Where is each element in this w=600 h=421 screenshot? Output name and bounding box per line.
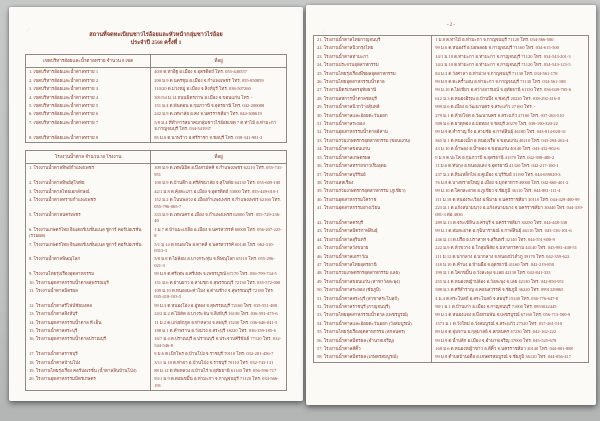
- factory-address: 76 ม.8 ต.บางทรายใหญ่ อ.เมือง จ.มุกดาหาร 49000 โทร. 042-660-401-2: [432, 179, 589, 187]
- factory-address: 100 ม.9 ต.บ้านตึก อ.ศรีสัชนาลัย จ.สุโขทัย 64130 โทร. 055-609-100: [151, 179, 287, 187]
- factory-row: [314, 227, 589, 235]
- factory-name: 15. โรงงานน้ำตาลสระบุรี: [26, 327, 151, 335]
- document-title: สถานที่จดทะเบียนชาวไร่อ้อยและหัวหน้ากลุ่มชาวไร่อ้อย: [89, 32, 223, 38]
- factory-row: [26, 164, 287, 179]
- zone-name: 7. เขตบริหารอ้อยและน้ำตาลทราย 7: [26, 119, 151, 134]
- factory-row: [26, 196, 287, 211]
- factory-name: 31. โรงงานน้ำตาลระยอง: [314, 120, 432, 128]
- factory-row: [26, 279, 287, 287]
- factories-column-header: โรงงานน้ำตาล จำนวน 58 โรงงาน: [26, 151, 151, 164]
- factory-name: 50. โรงงานน้ำตาลระยอง (ชัยภูมิ): [314, 286, 432, 294]
- factory-name: 54. โรงงานน้ำตาลและอ้อยตะวันออก (วังสมบูรณ์): [314, 320, 432, 328]
- factory-address: 42/1 ม.8 ต.คุ้งตะเภา อ.เมือง จ.อุตรดิตถ์ 53000 โทร. 055-449-010-1: [151, 188, 287, 196]
- factory-name: 2. โรงงานน้ำตาลทิพย์สุโขทัย: [26, 179, 151, 187]
- factory-address: 279 ม.1 ต.ห้วยโจด อ.วัฒนานคร จ.สระแก้ว 27160 โทร. 037-263-510: [432, 112, 589, 120]
- zone-name: 2. เขตบริหารอ้อยและน้ำตาลทราย 2: [26, 77, 151, 85]
- factory-address: 223 ม.1 ต.แก้งสนามนาง อ.แก้งสนามนาง จ.นครราชสีมา 30440 โทร. 044-339-081-3 ต่อ 4836: [432, 204, 589, 219]
- factory-address: 111 ม.12 ต.นากลาง อ.นากลาง จ.หนองบัวลำภู 39170 โทร. 042-359-622: [432, 253, 589, 261]
- factory-row: [314, 44, 589, 52]
- factory-row: [314, 145, 589, 153]
- factory-name: 35. โรงงานน้ำตาลเกษตรผล: [314, 154, 432, 162]
- factory-address: 99 ม.9 ต.ศรีเทพ อ.ศรีเทพ จ.เพชรบูรณ์ 67170 โทร. 056-799-734-5: [151, 270, 287, 278]
- factory-address: 89 ม.8 ต.อุ่มจาน อ.กุสุมาลย์ จ.สกลนคร 47230 โทร. 042-162-222: [432, 328, 589, 336]
- zone-address: 301/54 ม.14 ถนนมิตรภาพ อ.เมือง จ.ขอนแก่น โทร. -: [151, 94, 287, 102]
- factory-address: 4 ม.4 ต.สระโบสถ์ อ.สระโบสถ์ จ.ลพบุรี 15240 โทร. 036-776-647-8: [432, 295, 589, 303]
- zone-row: [26, 94, 287, 102]
- factory-row: [314, 328, 589, 336]
- zone-row: [26, 110, 287, 118]
- factory-row: [26, 335, 287, 350]
- zone-row: [26, 77, 287, 85]
- factory-name: 20. โรงงานอุตสาหกรรมมิตรเกษตร: [26, 375, 151, 390]
- factory-row: [314, 70, 589, 78]
- zone-name: 6. เขตบริหารอ้อยและน้ำตาลทราย 6: [26, 110, 151, 118]
- factory-row: [314, 53, 589, 61]
- factory-address: 93/1 ม.9 ต.ดอนขมิ้น อ.ท่ามะกา จ.กาญจนบุรี 71120 โทร. 034-566-191: [151, 375, 287, 390]
- factory-row: [314, 137, 589, 145]
- factory-address: 111 ม.18 ต.หนองระเวียง อ.พิมาย จ.นครราชสีมา 30110 โทร. 044-429-400-99: [432, 196, 589, 204]
- factory-name: 4. โรงงานน้ำตาลทรายกำแพงเพชร: [26, 196, 151, 211]
- factory-row: [26, 287, 287, 302]
- factory-address: 5/1 ม.14 ต.หนองโพ อ.ตาคลี จ.นครสวรรค์ 60140 โทร. 062-310-0313-3: [151, 241, 287, 256]
- factory-row: [26, 367, 287, 375]
- document-subtitle: ประจำปี 2568 ครั้งที่ 1: [130, 40, 182, 46]
- factory-row: [314, 286, 589, 294]
- factory-address: 11 ม.6 ต.ทับกุง อ.หนองแสง จ.อุดรธานี 41320 โทร. 042-217-160-1: [432, 162, 589, 170]
- factory-row: [314, 179, 589, 187]
- factory-address: 99 ม.10 ต.ไผ่เขียว อ.สว่างอารมณ์ จ.อุทัยธานี 61150 โทร. 056-049-705-6: [432, 86, 589, 94]
- factory-address: 14/1 ม.10 ต.ท่ามะกา อ.ท่ามะกา จ.กาญจนบุรี 71120 โทร. 034-543-201-3: [432, 53, 589, 61]
- factory-address: 255 ม.4 ต.หนองหญ้าปล้อง อ.วังสะพุง จ.เลย 42130 โทร. 042-850-951: [432, 278, 589, 286]
- factory-name: 5. โรงงานน้ำตาลนครเพชร: [26, 211, 151, 226]
- factory-address: 99 ม.9 ต.ตะคร้ำเอน อ.ท่ามะกา จ.กาญจนบุรี 71130 โทร. 034-561-188: [432, 78, 589, 86]
- factory-address: 588 ม.6 ต.ธาตุทอง อ.บ่อทอง จ.ชลบุรี 20270 โทร. 038-190-320-22: [432, 120, 589, 128]
- factory-name: 46. โรงงานน้ำตาลเอราวัณ: [314, 253, 432, 261]
- factory-name: 32. โรงงานอุตสาหกรรมน้ำตาลอีสาน: [314, 128, 432, 136]
- factory-name: 48. โรงงานรวมเกษตรกรอุตสาหกรรม (เลย): [314, 269, 432, 277]
- factory-row: [314, 128, 589, 136]
- factory-address: 84 ม.3 ต.วังศาลา อ.ท่าม่วง จ.กาญจนบุรี 71130 โทร. 034-561-178: [432, 70, 589, 78]
- factory-address: 237 ม.2 ต.หินเหล็กไฟ อ.คูเมือง จ.บุรีรัมย์ 31190 โทร. 044-659020-3: [432, 171, 589, 179]
- factory-address: 24/2 ม.2 ต.ไม้ดัด อ.บางระจัน จ.สิงห์บุรี 16130 โทร. 036-591-475-6: [151, 310, 287, 318]
- factory-name: 56. โรงงานน้ำตาลมิตรผล (อำนาจเจริญ): [314, 337, 432, 345]
- factory-address: 151 ม.6 ต.ย่านยาว อ.สามชุก จ.สุพรรณบุรี 72130 โทร. 035-572-000: [151, 279, 287, 287]
- factories-table-header-row: [26, 151, 287, 164]
- factory-name: 30. โรงงานน้ำตาลและอ้อยตะวันออก: [314, 112, 432, 120]
- zones-table-header-row: [26, 55, 287, 68]
- factory-address: 43 ม.10 ต.น้ำพอง อ.น้ำพอง จ.ขอนแก่น 40140 โทร. 043-432-902-6: [432, 145, 589, 153]
- factory-name: 6. โรงงานเกษตรไทย อินเตอร์เนชั่นแนล ชูการ์ คอร์ปอเรชั่น (รวมผล): [26, 226, 151, 241]
- factory-name: 8. โรงงานน้ำตาลพิษณุโลก: [26, 255, 151, 270]
- factory-row: [314, 187, 589, 195]
- factory-row: [314, 253, 589, 261]
- factory-row: [314, 112, 589, 120]
- factory-address: 1 ม.8 ต.ท่าไม้ อ.ท่ามะกา จ.กาญจนบุรี 71120 โทร. 034-566-500: [432, 36, 589, 45]
- factory-name: 23. โรงงานน้ำตาลท่ามะกา: [314, 53, 432, 61]
- factory-name: 37. โรงงานน้ำตาลบุรีรัมย์: [314, 171, 432, 179]
- factory-name: 44. โรงงานน้ำตาลสุรินทร์: [314, 236, 432, 244]
- factory-row: [26, 179, 287, 187]
- zone-row: [26, 134, 287, 143]
- factory-name: 52. โรงงานน้ำตาลราชบุรี (กาญจนบุรี): [314, 303, 432, 311]
- zone-address: 200 ม.9 ต.นครชุม อ.เมือง จ.กำแพงเพชร โทร. 055-850859: [151, 77, 287, 85]
- zone-name: 1. เขตบริหารอ้อยและน้ำตาลทราย 1: [26, 68, 151, 77]
- factory-address: 588 ม.3 ต.ศรีสำราญ อ.คอนสวรรค์ จ.ชัยภูมิ 36220 โทร. 0991329865: [432, 286, 589, 294]
- factory-name: 13. โรงงานน้ำตาลสิงห์บุรี: [26, 310, 151, 318]
- factory-name: 7. โรงงานเกษตรไทย อินเตอร์เนชั่นแนล ชูการ์ คอร์ปอเรชั่น: [26, 241, 151, 256]
- factory-name: 18. โรงงานน้ำตาลบ้านโป่ง: [26, 359, 151, 367]
- document-page-2: [306, 5, 596, 405]
- factory-name: 27. โรงงานมิตรเกษตรอุทัยธานี: [314, 86, 432, 94]
- factory-row: [26, 211, 287, 226]
- factory-address: 99 ม.9 ต.สำราญ กิ่ง อ.สามชัย จ.กาฬสินธุ์ 46180 โทร. 043-814-028-31: [432, 128, 589, 136]
- factory-name: 19. โรงงานไทยรุ่งเรือง คอร์ปอเรชั่น (น้ำตาลลินบ้านโป่ง): [26, 367, 151, 375]
- factory-name: 39. โรงงานรวมเกษตรกรอุตสาหกรรม (ภูเขียว): [314, 187, 432, 195]
- factory-address: 99 ม.8 ตำบลบ้านเดื่อ อ.เกษตรสมบูรณ์ จ.ชัยภูมิ 36120 โทร. 044-056-417: [432, 353, 589, 362]
- factory-row: [26, 359, 287, 367]
- factory-name: 24. โรงงานประจวบอุตสาหกรรม: [314, 61, 432, 69]
- factory-address: 3/11 ม.18 ต.ท่าผา อ.บ้านโป่ง จ.ราชบุรี 70110 โทร. 032-743-131: [151, 359, 287, 367]
- zone-address: 242 ม.9 ต.เทพาลัย อ.คง จ.นครราชสีมา โทร. 044-300619: [151, 110, 287, 118]
- factory-name: 53. โรงงานไทยอุตสาหกรรมน้ำตาล (เพชรบูรณ์): [314, 311, 432, 319]
- factory-row: [26, 226, 287, 241]
- factory-address: 222 ม.9 ต.หัวขวาง อ.โกสุมพิสัย จ.มหาสารคาม 44140 โทร. 043-981-448-51: [432, 244, 589, 252]
- factory-row: [26, 319, 287, 327]
- factory-row: [26, 375, 287, 390]
- factory-name: 33. โรงงานรวมเกษตรกรอุตสาหกรรม (ขอนแก่น): [314, 137, 432, 145]
- factory-row: [314, 120, 589, 128]
- factory-name: 36. โรงงานน้ำตาลทรายขาวเริ่มอุดม: [314, 162, 432, 170]
- factory-row: [314, 95, 589, 103]
- factory-row: [314, 278, 589, 286]
- factory-address: 246 ม.13 ต.ปรือ อ.ปราสาท จ.สุรินทร์ 32140 โทร. 044-551-600-9: [432, 236, 589, 244]
- factory-name: 38. โรงงานสหเรือง: [314, 179, 432, 187]
- zone-address: 40/8 ต.ท่าอิฐ อ.เมือง จ.อุตรดิตถ์ โทร. 055-440557: [151, 68, 287, 77]
- factory-name: 34. โรงงานน้ำตาลขอนแก่น: [314, 145, 432, 153]
- factory-address: 188 ม.1 ต.คำพราน อ.วังม่วง จ.สระบุรี 18220 โทร. 036-359-185-6: [151, 327, 287, 335]
- factory-row: [314, 86, 589, 94]
- factory-name: 45. โรงงานน้ำตาลวังขนาย: [314, 244, 432, 252]
- factory-address: 612 ม.3 ต.หนองอิรุณ อ.บ้านบึง จ.ชลบุรี 20220 โทร. 038-292-416-8: [432, 95, 589, 103]
- factory-row: [314, 295, 589, 303]
- zone-row: [26, 68, 287, 77]
- factory-name: 25. โรงงานไทยรุ่งเรืองพืชผลอุตสาหกรรม: [314, 70, 432, 78]
- factory-name: 43. โรงงานน้ำตาลมิตรกาฬสินธุ์: [314, 227, 432, 235]
- factory-address: 109 ม.10 ต.หนองมะค่าโมง อ.ด่านช้าง จ.สุพรรณบุรี 72180 โทร. 035-418-103-5: [151, 287, 287, 302]
- factory-address: 333 ม.9 ต.เทพนคร อ.เมือง จ.กำแพงเพชร 62000 โทร. 055-729-236-40: [151, 211, 287, 226]
- factory-row: [314, 261, 589, 269]
- factories-table: [25, 150, 287, 391]
- factory-row: [314, 219, 589, 227]
- zone-row: [26, 119, 287, 134]
- factory-name: 29. โรงงานน้ำตาลนิวกว้างสุ้นหลี: [314, 103, 432, 111]
- factory-address: 118 ม.10 ต.คำบง อ.บ้านผือ จ.อุดรธานี 41160 โทร. 042-219-850: [432, 261, 589, 269]
- factory-row: [314, 320, 589, 328]
- document-page-1: [9, 7, 303, 401]
- page-number: - 2 -: [447, 23, 455, 28]
- factory-row: [314, 162, 589, 170]
- factory-row: [314, 244, 589, 252]
- factory-name: 55. โรงงานไทยรุ่งเรืองอุตสาหกรรม (สกลนคร): [314, 328, 432, 336]
- factory-name: 22. โรงงานน้ำตาลนิวกรุงไทย: [314, 44, 432, 52]
- factory-address: 289 ม.13 ต.จระเข้หิน อ.ครบุรี จ.นครราชสีมา 30250 โทร. 044-448-338: [432, 219, 589, 227]
- factory-name: 11. โรงงานน้ำตาลมิตรผล: [26, 287, 151, 302]
- factory-name: 1. โรงงานน้ำตาลทิพย์กำแพงเพชร: [26, 164, 151, 179]
- factory-address: 99 ม.6 ต.หนองรี อ.บ่อพลอย จ.กาญจนบุรี 71160 โทร. 034-615-500: [432, 44, 589, 52]
- factory-row: [26, 302, 287, 310]
- zone-name: 3. เขตบริหารอ้อยและน้ำตาลทราย 3: [26, 85, 151, 93]
- factory-row: [26, 327, 287, 335]
- factory-address: 98/1 ม.1 ต.บ้านเก่า อ.เมือง จ.กาญจนบุรี 71000 โทร. 0853022445: [432, 303, 589, 311]
- factory-row: [26, 310, 287, 318]
- factory-name: 51. โรงงานน้ำตาลสระบุรี (สาขาสระโบสถ์): [314, 295, 432, 303]
- factory-address: 365 ม.1 ต.หนองเม็ก อ.หนองเรือ จ.ขอนแก่น 40210 โทร. 043-294-202-4: [432, 137, 589, 145]
- factory-name: 40. โรงงานอุตสาหกรรมโคราช: [314, 196, 432, 204]
- zone-address: 5/8 ม.4 ที่ทำการสมาคมกลุ่มชาวไร่อ้อยเขต 7 ต.ท่าไม้ อ.ท่ามะกา จ.กาญจนบุรี โทร. 034-541937: [151, 119, 287, 134]
- zone-address: 110/20 ต.ม่วงหมู่ อ.เมือง จ.สิงห์บุรี โทร. 036-507260: [151, 85, 287, 93]
- factory-row: [314, 337, 589, 345]
- factory-row: [314, 61, 589, 69]
- factory-address: 168 ม.6 ต.หนองหญ้าขาว อ.สีคิ้ว จ.นครราชสีมา 30140 โทร. 044-001-888: [432, 345, 589, 353]
- factory-row: [26, 255, 287, 270]
- factory-address: 99 ม.3 ต.หนองโอ่ง อ.อู่ทอง จ.สุพรรณบุรี 72160 โทร. 035-551-488: [151, 302, 287, 310]
- factory-name: 28. โรงงานสหการน้ำตาลชลบุรี: [314, 95, 432, 103]
- zones-column-header: เขตบริหารอ้อยและน้ำตาลทราย จำนวน 8 เขต: [26, 55, 151, 68]
- factory-address: 11 ม.2 ต.แก่งผักกูด อ.ท่าหลวง จ.ลพบุรี 15230 โทร. 036-646-041-5: [151, 319, 287, 327]
- factory-name: 16. โรงงานอุตสาหกรรมน้ำตาลปราณบุรี: [26, 335, 151, 350]
- factory-name: 57. โรงงานน้ำตาลสีคิ้ว: [314, 345, 432, 353]
- factory-address: 14/2 ม.10 ต.ท่ามะกา อ.ท่ามะกา จ.กาญจนบุรี 71120 โทร. 034-543-123-5: [432, 61, 589, 69]
- factory-row: [314, 303, 589, 311]
- factory-address: 99 ม.10 ต.โคกสะอาด อ.ภูเขียว จ.ชัยภูมิ 36110 โทร. 044-881-111-4: [432, 187, 589, 195]
- factory-row: [314, 269, 589, 277]
- factory-address: 16/7 ม.4 ต.ปราณบุรี อ.ปราณบุรี จ.ประจวบคีรีขันธ์ 77120 โทร. 032-544-546-8: [151, 335, 287, 350]
- factory-name: 47. โรงงานน้ำตาลไทยอุดรธานี: [314, 261, 432, 269]
- factory-row: [314, 103, 589, 111]
- factory-row: [314, 171, 589, 179]
- factory-name: 17. โรงงานน้ำตาลราชบุรี: [26, 350, 151, 358]
- factory-address: 88 ม.12 ต.ทัพหลวง อ.บ้านไร่ จ.อุทัยธานี 61140 โทร. 056-596-717: [151, 367, 287, 375]
- factory-row: [26, 270, 287, 278]
- factory-row: [314, 36, 589, 45]
- factory-row: [314, 154, 589, 162]
- factory-name: 14. โรงงานอุตสาหกรรมน้ำตาล ที.เอ็น.: [26, 319, 151, 327]
- zone-address: 85 ม.6 ต.นาพร้าว อ.ศรีราชา จ.ชลบุรี โทร. 038-341-981-2: [151, 134, 287, 143]
- factory-address: 9 ม.9 ต.ปะโค อ.กุมภวาปี จ.อุดรธานี 41370 โทร. 042-398-480-2: [432, 154, 589, 162]
- zones-address-column-header: ที่อยู่: [151, 55, 287, 68]
- zone-row: [26, 102, 287, 110]
- zone-name: 5. เขตบริหารอ้อยและน้ำตาลทราย 5: [26, 102, 151, 110]
- factory-name: 10. โรงงานอุตสาหกรรมน้ำตาลสุพรรณบุรี: [26, 279, 151, 287]
- factory-name: 41. โรงงานอุตสาหกรรมอ่างเวียน: [314, 204, 432, 219]
- factory-row: [314, 196, 589, 204]
- factory-row: [314, 78, 589, 86]
- factory-address: 99 ม.9 ต.น้ำปลีก อ.เมือง จ.อำนาจเจริญ 37000 โทร. 045-525-678: [432, 337, 589, 345]
- factory-address: 199 ม.1 ต.โคกขมิ้น อ.วังสะพุง จ.เลย 42130 โทร. 042-841-333: [432, 269, 589, 277]
- zone-row: [26, 85, 287, 93]
- factory-address: 152 ม.2 ต.โนนพลวง อ.เมืองกำแพงเพชร จ.กำแพงเพชร 62160 โทร. 055-796-065-7: [151, 196, 287, 211]
- factory-row: [314, 345, 589, 353]
- scan-artifact: ·˙: [322, 31, 326, 36]
- factory-address: 99 ม.3 ต.หนองแจง อ.บึงสามพัน จ.เพชรบูรณ์ 67160 โทร. 056-713-500-9: [432, 311, 589, 319]
- factory-name: 42. โรงงานน้ำตาลครบุรี: [314, 219, 432, 227]
- factory-name: 3. โรงงานน้ำตาลไทยเอกลักษณ์: [26, 188, 151, 196]
- factory-address: 999 ม.6 ต.เมือง อ.วัฒนานคร จ.สระแก้ว 27160 โทร. -: [432, 103, 589, 111]
- factory-row: [314, 353, 589, 362]
- factory-address: 1 ม.7 ต.บ้านมะเกลือ อ.เมือง จ.นครสวรรค์ 60000 โทร. 056-207-225-8: [151, 226, 287, 241]
- zone-address: 151 ม.4 ต.พันดอน อ.กุมภวาปี จ.อุดรธานี โทร. 042-200088: [151, 102, 287, 110]
- factory-name: 58. โรงงานน้ำตาลมิตรผล (เกษตรสมบูรณ์): [314, 353, 432, 362]
- factory-row: [26, 350, 287, 358]
- factory-row: [26, 241, 287, 256]
- factories-table-continued: [313, 35, 589, 363]
- factory-name: 9. โรงงานไทยรุ่งเรืองอุตสาหกรรม: [26, 270, 151, 278]
- factory-name: 12. โรงงานน้ำตาลรีไฟน์ชัยมงคล: [26, 302, 151, 310]
- factory-row: [314, 204, 589, 219]
- factories-address-column-header: ที่อยู่: [151, 151, 287, 164]
- factory-address: 309 ม.9 ต.เทพนิมิต อ.บึงสามัคคี จ.กำแพงเพชร 62210 โทร. 055-741-951: [151, 164, 287, 179]
- factory-row: [314, 236, 589, 244]
- zones-table: [25, 54, 287, 143]
- factory-address: 9 ม.6 ต.เบิกไพร อ.บ้านโป่ง จ.ราชบุรี 70110 โทร. 032-201-456-7: [151, 350, 287, 358]
- factory-row: [26, 188, 287, 196]
- factory-row: [314, 311, 589, 319]
- zone-name: 8. เขตบริหารอ้อยและน้ำตาลทราย 8: [26, 134, 151, 143]
- factory-name: 21. โรงงานน้ำตาลไทยกาญจนบุรี: [314, 36, 432, 45]
- factory-name: 49. โรงงานน้ำตาลขอนแก่น (สาขาวังสะพุง): [314, 278, 432, 286]
- factory-address: 99 ม.1 ต.สมสะอาด อ.กุฉินารายณ์ จ.กาฬสินธุ์ 46110 โทร. 043-136-101-6: [432, 227, 589, 235]
- scan-artifact: ·˙: [27, 29, 31, 34]
- factory-name: 26. โรงงานไทยอุตสาหกรรมน้ำตาล: [314, 78, 432, 86]
- factory-address: 5/8 ม.8 ต.ไผ่ล้อม อ.บางกระทุ่ม จ.พิษณุโลก 65110 โทร. 055-296-021-3: [151, 255, 287, 270]
- factory-address: 1573 ม.1 ต.วังใหม่ อ.วังสมบูรณ์ จ.สระแก้ว 27520 โทร. 037-261-510: [432, 320, 589, 328]
- zone-name: 4. เขตบริหารอ้อยและน้ำตาลทราย 4: [26, 94, 151, 102]
